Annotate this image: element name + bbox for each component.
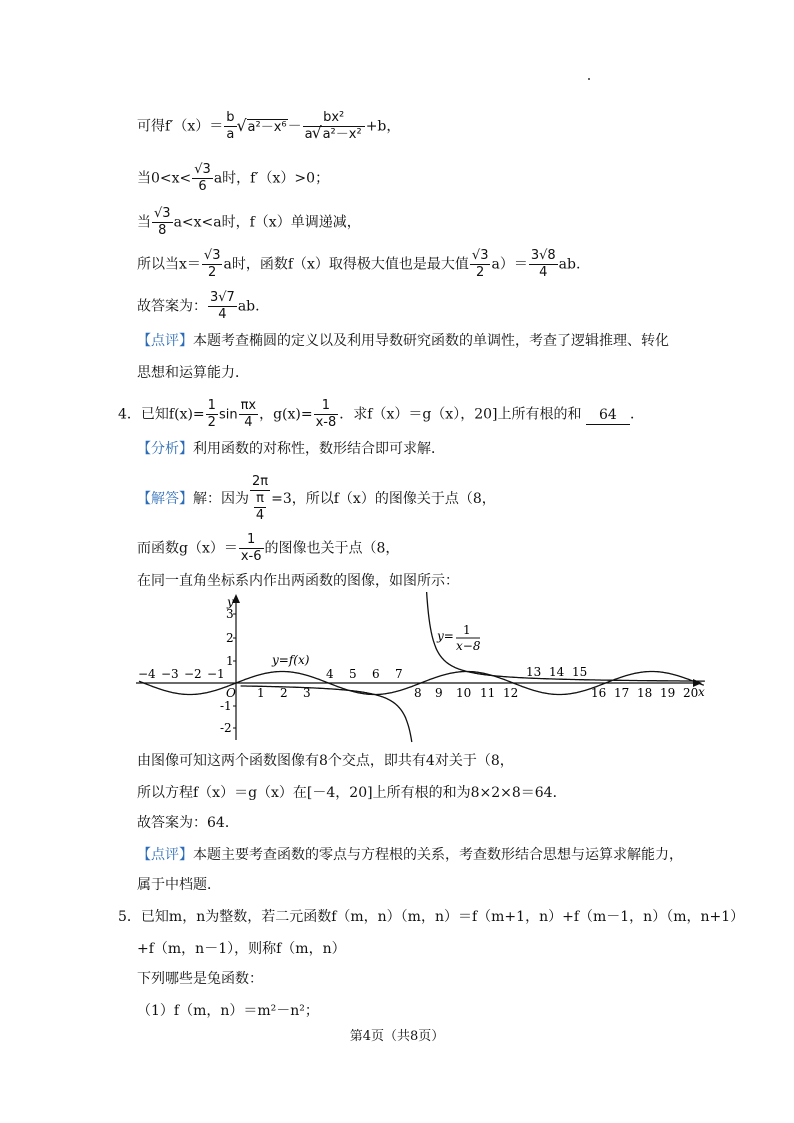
answer-q4: 故答案为：64． bbox=[137, 815, 239, 831]
x-tick: 16 bbox=[591, 686, 607, 700]
x-axis-label: x bbox=[698, 685, 705, 699]
g-label-den: x−8 bbox=[456, 639, 481, 653]
review-q3-cont: 思想和运算能力． bbox=[137, 365, 249, 381]
question-5-line2: +f（m，n－1），则称f（m，n） bbox=[137, 941, 346, 957]
analysis: 【分析】利用函数的对称性，数形结合即可求解． bbox=[137, 441, 445, 457]
x-tick: 10 bbox=[456, 686, 472, 700]
review-q3: 【点评】本题考查椭圆的定义以及利用导数研究函数的单调性，考查了逻辑推理、转化 bbox=[137, 333, 669, 349]
x-tick: −2 bbox=[184, 667, 202, 681]
f-label: y=f(x) bbox=[272, 653, 310, 667]
conclusion-1: 由图像可知这两个函数图像有8个交点，即共有4对关于（8， bbox=[137, 753, 514, 769]
x-tick: 19 bbox=[660, 686, 676, 700]
question-5: 5．已知m，n为整数，若二元函数f（m，n）（m，n）＝f（m+1，n）+f（m－1，n）（m，n+1） bbox=[118, 909, 745, 925]
x-tick: 14 bbox=[549, 665, 565, 679]
question-4: 4．已知f(x)= $\frac{1}{2}$ sin $\frac{\pi x}{4}$ ，g(x)= $\frac{1}{x-8}$ ．求f（x）＝g（x），20]上所有根的和 64 ． bbox=[118, 398, 644, 430]
y-tick: -2 bbox=[220, 721, 232, 735]
x-tick: 1 bbox=[257, 686, 265, 700]
conclusion-2: 所以方程f（x）＝g（x）在[－4，20]上所有根的和为8×2×8＝64． bbox=[137, 785, 567, 801]
x-tick: 5 bbox=[349, 667, 357, 681]
x-tick: 18 bbox=[637, 686, 653, 700]
x-tick: 2 bbox=[280, 686, 288, 700]
decrease-line: 当 $\frac{√3}{8}$ a<x<a时，f（x）单调递减， bbox=[137, 206, 361, 238]
x-tick: 17 bbox=[614, 686, 630, 700]
g-symmetry-line: 而函数g（x）＝ $\frac{1}{x-6}$ 的图像也关于点（8， bbox=[137, 532, 400, 564]
x-tick: 12 bbox=[503, 686, 519, 700]
draw-instruction: 在同一直角坐标系内作出两函数的图像，如图所示： bbox=[137, 573, 459, 589]
x-tick: 3 bbox=[303, 686, 311, 700]
origin-label: O bbox=[226, 686, 236, 700]
x-tick: 7 bbox=[395, 667, 403, 681]
review-q4-cont: 属于中档题． bbox=[137, 877, 221, 893]
g-label-num: 1 bbox=[463, 623, 471, 637]
y-tick: -1 bbox=[220, 699, 232, 713]
x-tick: 20 bbox=[683, 686, 699, 700]
y-axis-label: y bbox=[227, 595, 234, 609]
g-label-prefix: y= bbox=[437, 629, 454, 643]
y-tick: 2 bbox=[226, 631, 234, 645]
x-tick: −4 bbox=[138, 667, 156, 681]
g-curve-left bbox=[241, 686, 412, 742]
x-tick: 11 bbox=[480, 686, 496, 700]
answer-line-q3: 故答案为： $\frac{3√7}{4}$ ab. bbox=[137, 290, 260, 322]
x-tick: 15 bbox=[572, 665, 588, 679]
solution-line: 【解答】解：因为 $\frac{2\pi}{\frac{\pi}{4}}$ =3，所以f（x）的图像关于点（8， bbox=[137, 474, 496, 523]
x-tick: 4 bbox=[326, 667, 334, 681]
review-q4: 【点评】本题主要考查函数的零点与方程根的关系，考查数形结合思想与运算求解能力， bbox=[137, 847, 683, 863]
maximum-line: 所以当x＝ $\frac{√3}{2}$ a时，函数f（x）取得极大值也是最大值 $\frac{√3}{2}$ a）＝ $\frac{3√8}{4}$ ab. bbox=[137, 248, 581, 280]
x-tick: 9 bbox=[435, 686, 443, 700]
y-tick: 1 bbox=[226, 654, 234, 668]
page-footer: 第4页（共8页） bbox=[349, 1029, 445, 1044]
x-tick: 13 bbox=[526, 665, 542, 679]
x-tick: 8 bbox=[414, 686, 422, 700]
x-tick: −1 bbox=[207, 667, 225, 681]
question-5-line3: 下列哪些是兔函数： bbox=[137, 971, 263, 987]
derivative-line: 可得f′（x）＝ $\frac{b}{a}$ √ a²－x⁶－ $\frac{\text{bx²}}{\text{a√ a²－x²}}$ +b， bbox=[137, 110, 400, 143]
answer-blank: 64 bbox=[586, 406, 630, 425]
speck-dot bbox=[588, 78, 590, 80]
question-5-item1: （1）f（m，n）＝m²－n²； bbox=[137, 1003, 319, 1019]
increase-line: 当0<x< $\frac{√3}{6}$ a时，f′（x）>0； bbox=[137, 162, 330, 194]
function-graph bbox=[130, 592, 710, 748]
x-tick: 6 bbox=[372, 667, 380, 681]
x-tick: −3 bbox=[161, 667, 179, 681]
y-tick: 3 bbox=[226, 607, 234, 621]
